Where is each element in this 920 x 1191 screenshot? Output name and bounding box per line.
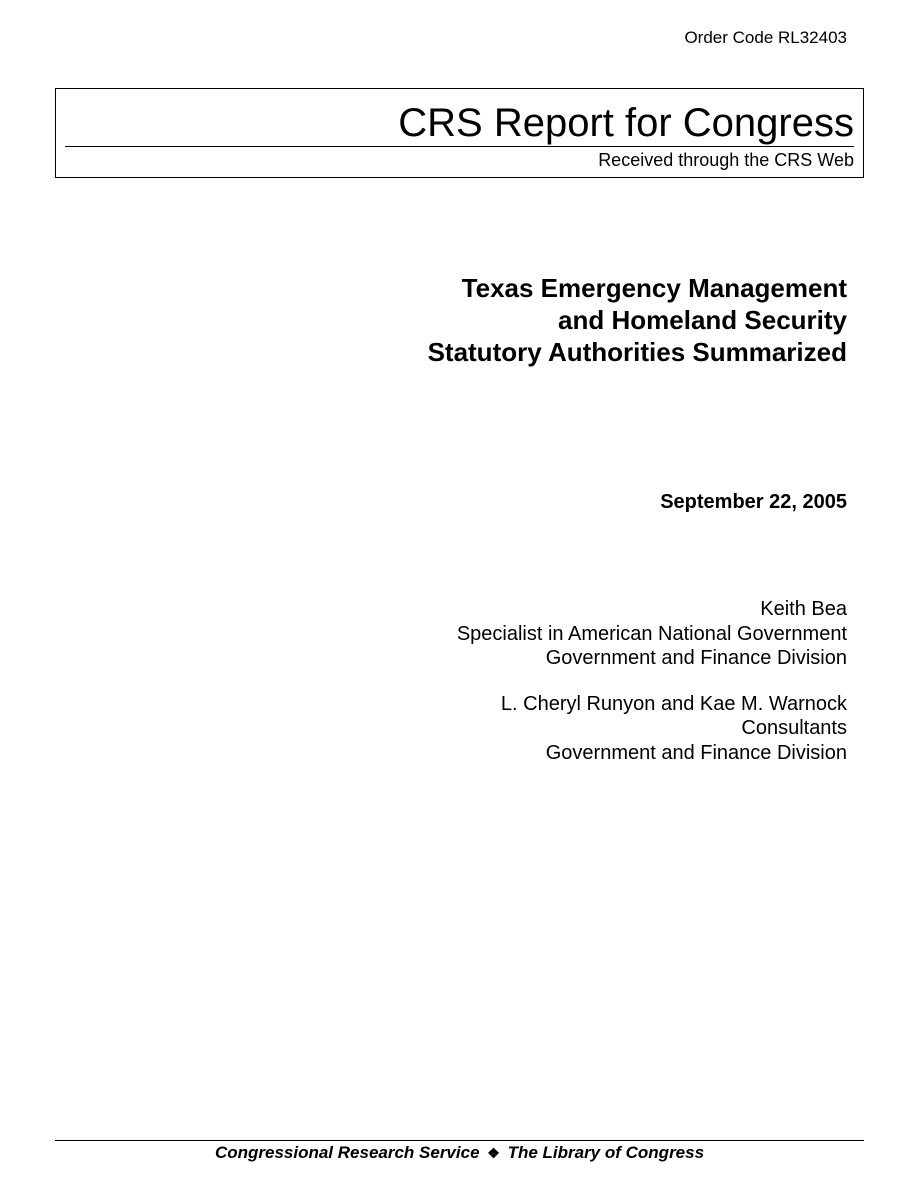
author-list (457, 597, 847, 765)
author-division: Government and Finance Division (545, 741, 847, 764)
report-title-line-2: and Homeland Security (558, 305, 847, 335)
author-title: Specialist in American National Government (456, 622, 847, 645)
diamond-separator-icon: ❖ (487, 1145, 500, 1161)
footer (55, 1143, 864, 1163)
footer-right-text: The Library of Congress (507, 1143, 705, 1162)
report-date: September 22, 2005 (660, 491, 847, 513)
header-divider (65, 146, 854, 147)
report-title (428, 272, 847, 368)
header-title: CRS Report for Congress (398, 101, 854, 145)
author-name: L. Cheryl Runyon and Kae M. Warnock (500, 692, 847, 715)
author-title: Consultants (741, 717, 847, 739)
report-title-line-3: Statutory Authorities Summarized (427, 337, 847, 367)
author-group-1 (457, 597, 847, 671)
report-title-line-1: Texas Emergency Management (461, 273, 847, 303)
footer-left-text: Congressional Research Service (214, 1143, 480, 1162)
footer-divider (55, 1140, 864, 1141)
author-name: Keith Bea (760, 598, 847, 620)
author-division: Government and Finance Division (545, 647, 847, 669)
order-code: Order Code RL32403 (684, 28, 847, 47)
report-header-box (55, 88, 864, 178)
header-subtitle: Received through the CRS Web (598, 150, 854, 170)
author-group-2 (457, 692, 847, 766)
